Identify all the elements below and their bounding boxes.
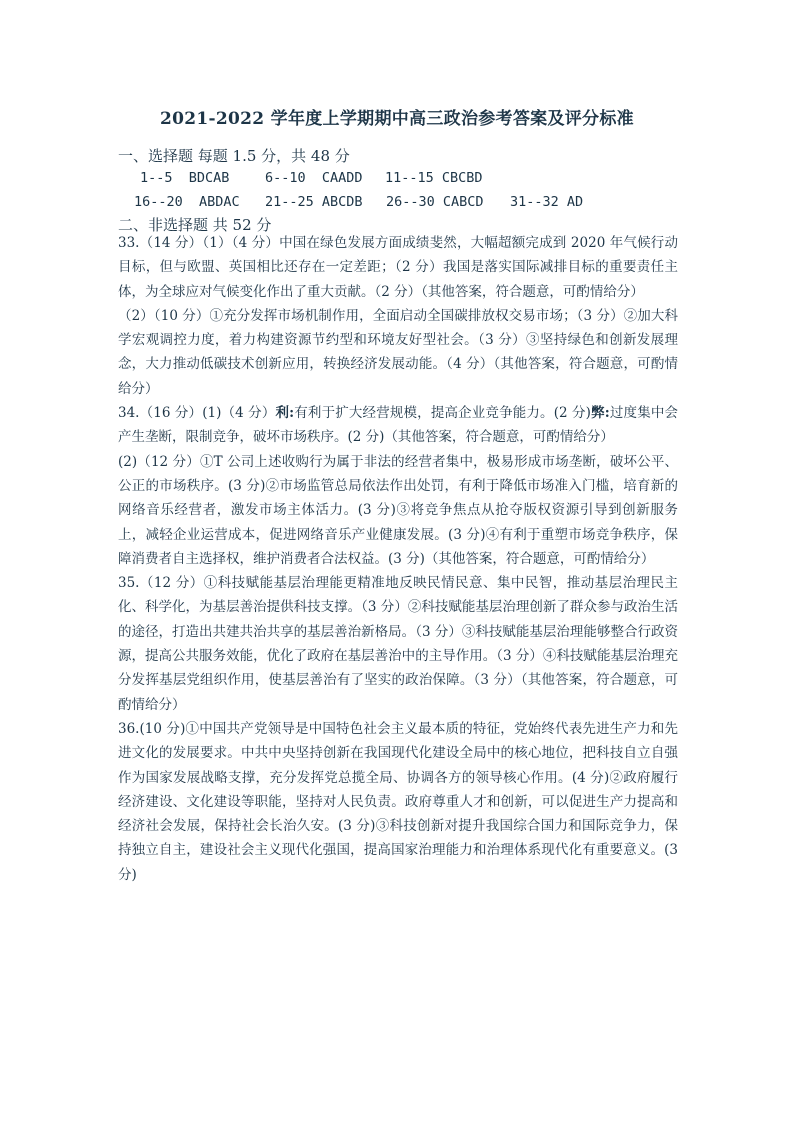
mc-answer-group: 6--10 CAADD bbox=[265, 170, 363, 186]
answers-body bbox=[118, 231, 678, 887]
section-2-heading: 二、非选择题 共 52 分 bbox=[118, 216, 272, 234]
q34-disadvantage-label: 弊: bbox=[590, 405, 610, 422]
page-title: 2021-2022 学年度上学期期中高三政治参考答案及评分标准 bbox=[160, 109, 634, 129]
q36-answer: 36.(10 分)①中国共产党领导是中国特色社会主义最本质的特征，党始终代表先进生产力和先进文化的发展要求。中共中央坚持创新在我国现代化建设全局中的核心地位，把科技自立自强作为国家发展战略支撑，充分发挥党总揽全局、协调各方的领导核心作用。(4 分)②政府履行经济建设、文化建设等职能，坚持对人民负责。政府尊重人才和创新，可以促进生产力提高和经济社会发展，保持社会长治久安。(3 分)③科技创新对提升我国综合国力和国际竞争力，保持独立自主，建设社会主义现代化强国，提高国家治理能力和治理体系现代化有重要意义。(3 分) bbox=[118, 720, 678, 883]
section-1-heading: 一、选择题 每题 1.5 分，共 48 分 bbox=[118, 147, 350, 165]
q33-part2: （2）（10 分）①充分发挥市场机制作用，全面启动全国碳排放权交易市场；（3 分）②加大科学宏观调控力度，着力构建资源节约型和环境友好型社会。（3 分）③坚持绿色和创新发展理念，大力推动低碳技术创新应用，转换经济发展动能。（4 分）（其他答案，符合题意，可酌情给分） bbox=[118, 307, 678, 397]
q34-advantage-label: 利: bbox=[275, 405, 295, 422]
mc-answer-group: 11--15 CBCBD bbox=[385, 170, 483, 186]
q35-answer: 35.（12 分）①科技赋能基层治理能更精准地反映民情民意、集中民智，推动基层治理民主化、科学化，为基层善治提供科技支撑。（3 分）②科技赋能基层治理创新了群众参与政治生活的途径，打造出共建共治共享的基层善治新格局。（3 分）③科技赋能基层治理能够整合行政资源，提高公共服务效能，优化了政府在基层善治中的主导作用。（3 分）④科技赋能基层治理充分发挥基层党组织作用，使基层善治有了坚实的政治保障。（3 分）（其他答案，符合题意，可酌情给分） bbox=[118, 575, 678, 713]
q34-lead: 34.（16 分）(1)（4 分） bbox=[118, 405, 276, 422]
q34-part1 bbox=[118, 401, 678, 450]
mc-answer-group: 16--20 ABDAC bbox=[134, 194, 240, 210]
mc-answer-group: 26--30 CABCD bbox=[386, 194, 484, 210]
q33-part1: 33.（14 分）（1）（4 分）中国在绿色发展方面成绩斐然，大幅超额完成到 2020 年气候行动目标，但与欧盟、英国相比还存在一定差距；（2 分）我国是落实国际减排目标的重要责任主体，为全球应对气候变化作出了重大贡献。（2 分）（其他答案，符合题意，可酌情给分） bbox=[118, 235, 678, 300]
mc-answer-group: 31--32 AD bbox=[510, 194, 584, 210]
q34-part2: (2)（12 分）①T 公司上述收购行为属于非法的经营者集中，极易形成市场垄断，破坏公平、公正的市场秩序。(3 分)②市场监管总局依法作出处罚，有利于降低市场准入门槛，培育新的网络音乐经营者，激发市场主体活力。(3 分)③将竞争焦点从抢夺版权资源引导到创新服务上，减轻企业运营成本，促进网络音乐产业健康发展。(3 分)④有利于重塑市场竞争秩序，保障消费者自主选择权，维护消费者合法权益。(3 分)（其他答案，符合题意，可酌情给分） bbox=[118, 453, 678, 567]
q34-disadvantage: 过度集中会产生垄断，限制竞争，破坏市场秩序。(2 分)（其他答案，符合题意，可酌情给分） bbox=[118, 405, 679, 446]
q34-advantage: 有利于扩大经营规模，提高企业竞争能力。(2 分) bbox=[294, 405, 591, 422]
mc-answer-group: 1--5 BDCAB bbox=[140, 170, 230, 186]
mc-answer-group: 21--25 ABCDB bbox=[265, 194, 363, 210]
